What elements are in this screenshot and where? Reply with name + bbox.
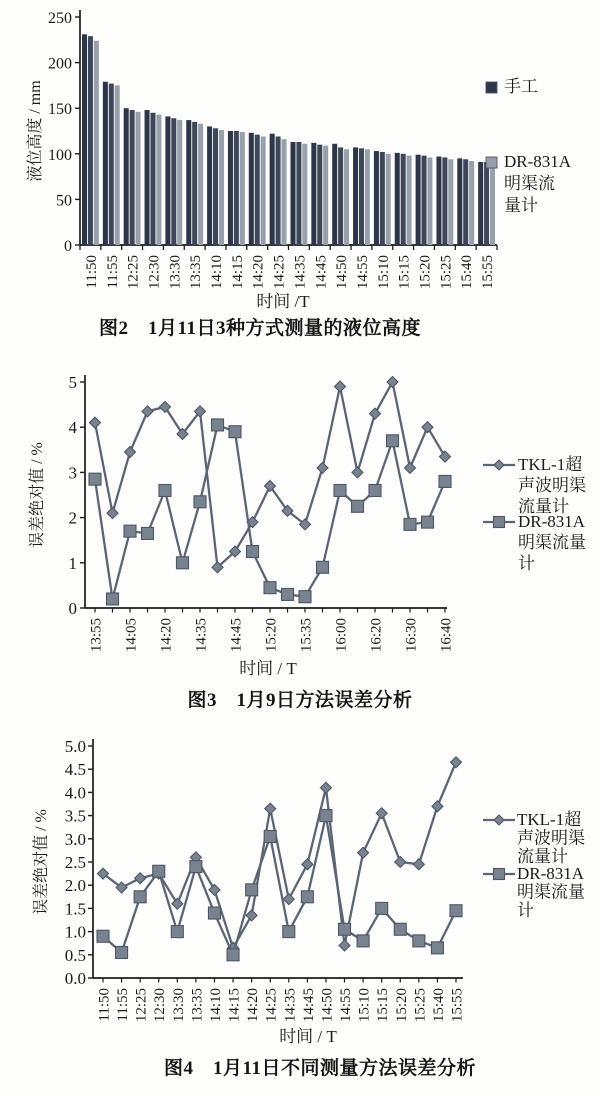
x-tick-label: 13:30 xyxy=(167,255,184,290)
x-tick-label: 12:25 xyxy=(133,988,150,1023)
point-DR-831A明渠流量计 xyxy=(171,926,183,938)
point-TKL-1超声波明渠流量计 xyxy=(339,940,350,951)
bar-DR-831A明渠流量计 xyxy=(240,132,245,245)
bar-series2 xyxy=(380,152,385,245)
bar-手工 xyxy=(124,108,129,245)
point-TKL-1超声波明渠流量计 xyxy=(172,898,183,909)
legend-label: 流量计 xyxy=(517,847,568,866)
point-DR-831A明渠流量计 xyxy=(116,946,128,958)
point-TKL-1超声波明渠流量计 xyxy=(352,467,363,478)
bar-series2 xyxy=(359,148,364,245)
bar-手工 xyxy=(291,142,296,245)
y-tick-label: 0 xyxy=(64,238,72,255)
x-tick-label: 15:20 xyxy=(393,988,410,1023)
bar-手工 xyxy=(207,126,212,245)
bar-series2 xyxy=(317,145,322,245)
y-axis-title: 液位高度 / mm xyxy=(27,80,44,182)
x-tick-label: 14:50 xyxy=(334,255,351,290)
y-tick-label: 2 xyxy=(68,508,77,528)
line-DR-831A明渠流量计 xyxy=(95,425,445,599)
point-DR-831A明渠流量计 xyxy=(283,926,295,938)
bar-DR-831A明渠流量计 xyxy=(281,139,286,245)
point-TKL-1超声波明渠流量计 xyxy=(265,803,276,814)
x-tick-label: 12:30 xyxy=(152,988,169,1023)
y-tick-label: 150 xyxy=(48,101,72,119)
bar-series2 xyxy=(463,159,468,245)
bar-手工 xyxy=(270,134,275,245)
figure3-caption: 图3 1月9日方法误差分析 xyxy=(187,690,413,711)
point-DR-831A明渠流量计 xyxy=(439,475,451,487)
bar-series2 xyxy=(484,162,489,245)
bar-series2 xyxy=(338,147,343,245)
point-DR-831A明渠流量计 xyxy=(450,905,462,917)
bar-series2 xyxy=(276,136,281,245)
bar-DR-831A明渠流量计 xyxy=(407,156,412,245)
point-TKL-1超声波明渠流量计 xyxy=(142,406,153,417)
x-tick-label: 14:05 xyxy=(123,618,140,653)
x-tick-label: 14:35 xyxy=(193,618,210,653)
bar-series2 xyxy=(109,84,114,245)
x-tick-label: 15:40 xyxy=(459,255,476,290)
y-tick-label: 5 xyxy=(68,373,77,392)
bar-手工 xyxy=(457,158,462,245)
legend-label: 声波明渠 xyxy=(518,476,586,495)
y-tick-label: 250 xyxy=(48,10,72,27)
bar-series2 xyxy=(401,154,406,245)
point-TKL-1超声波明渠流量计 xyxy=(283,894,294,905)
y-tick-label: 4.5 xyxy=(64,760,86,780)
point-DR-831A明渠流量计 xyxy=(124,525,136,537)
bar-DR-831A明渠流量计 xyxy=(177,120,182,245)
y-axis-title: 误差绝对值 / % xyxy=(29,442,46,548)
point-TKL-1超声波明渠流量计 xyxy=(370,408,381,419)
point-TKL-1超声波明渠流量计 xyxy=(440,451,451,462)
x-tick-label: 14:55 xyxy=(338,988,355,1023)
y-tick-label: 0.0 xyxy=(64,969,86,988)
x-tick-label: 11:50 xyxy=(83,255,100,289)
point-DR-831A明渠流量计 xyxy=(229,426,241,438)
point-DR-831A明渠流量计 xyxy=(134,891,146,903)
y-tick-label: 200 xyxy=(48,55,72,73)
bar-DR-831A明渠流量计 xyxy=(115,85,120,245)
point-DR-831A明渠流量计 xyxy=(339,923,351,935)
x-tick-label: 12:25 xyxy=(125,255,142,290)
point-DR-831A明渠流量计 xyxy=(159,484,171,496)
x-tick-label: 14:20 xyxy=(250,255,267,290)
x-tick-label: 13:35 xyxy=(189,988,206,1023)
bar-手工 xyxy=(103,82,108,245)
x-axis-title: 时间 /T xyxy=(256,292,310,311)
x-tick-label: 11:55 xyxy=(104,255,121,289)
point-TKL-1超声波明渠流量计 xyxy=(125,447,136,458)
legend-marker-square xyxy=(494,869,505,880)
y-tick-label: 2.0 xyxy=(64,876,86,896)
bar-DR-831A明渠流量计 xyxy=(365,149,370,245)
x-tick-label: 14:25 xyxy=(271,255,288,290)
point-DR-831A明渠流量计 xyxy=(247,546,259,558)
bar-DR-831A明渠流量计 xyxy=(94,41,99,245)
bar-series2 xyxy=(150,113,155,245)
bar-DR-831A明渠流量计 xyxy=(490,166,495,245)
bar-手工 xyxy=(353,147,358,245)
bar-series2 xyxy=(234,131,239,245)
legend-label: 声波明渠 xyxy=(517,828,585,848)
x-axis-title: 时间 / T xyxy=(239,659,297,678)
point-DR-831A明渠流量计 xyxy=(352,500,364,512)
bar-series2 xyxy=(442,157,447,245)
figure2-liquid-level-bar-chart xyxy=(0,0,600,314)
y-tick-label: 3 xyxy=(68,463,77,483)
legend-label: 手工 xyxy=(504,77,538,96)
bar-DR-831A明渠流量计 xyxy=(219,130,224,245)
point-DR-831A明渠流量计 xyxy=(208,907,220,919)
point-DR-831A明渠流量计 xyxy=(282,588,294,600)
point-TKL-1超声波明渠流量计 xyxy=(395,857,406,868)
x-tick-label: 14:10 xyxy=(207,988,224,1023)
bar-手工 xyxy=(186,120,191,245)
point-DR-831A明渠流量计 xyxy=(246,884,258,896)
x-tick-label: 15:55 xyxy=(480,255,497,290)
bar-DR-831A明渠流量计 xyxy=(448,159,453,245)
x-tick-label: 14:55 xyxy=(354,255,371,290)
y-tick-label: 0.5 xyxy=(64,945,86,965)
legend-marker xyxy=(486,82,497,93)
point-TKL-1超声波明渠流量计 xyxy=(107,508,118,519)
y-tick-label: 2.5 xyxy=(64,853,86,872)
x-tick-label: 13:35 xyxy=(188,255,205,290)
bar-DR-831A明渠流量计 xyxy=(469,161,474,245)
x-tick-label: 14:45 xyxy=(228,618,245,653)
line-TKL-1超声波明渠流量计 xyxy=(103,762,456,948)
point-DR-831A明渠流量计 xyxy=(387,435,399,447)
point-TKL-1超声波明渠流量计 xyxy=(320,782,331,793)
bar-手工 xyxy=(249,133,254,245)
legend-label: 明渠流量 xyxy=(518,533,586,552)
bar-手工 xyxy=(395,153,400,245)
x-tick-label: 14:35 xyxy=(292,255,309,290)
point-TKL-1超声波明渠流量计 xyxy=(317,462,328,473)
x-tick-label: 15:15 xyxy=(396,255,413,290)
point-TKL-1超声波明渠流量计 xyxy=(246,910,257,921)
x-tick-label: 15:10 xyxy=(356,988,373,1023)
x-tick-label: 11:50 xyxy=(96,988,113,1022)
legend-label: 流量计 xyxy=(518,497,569,516)
point-DR-831A明渠流量计 xyxy=(394,923,406,935)
y-tick-label: 50 xyxy=(56,192,72,210)
bar-series2 xyxy=(192,122,197,245)
point-TKL-1超声波明渠流量计 xyxy=(358,847,369,858)
bar-series2 xyxy=(130,110,135,245)
point-DR-831A明渠流量计 xyxy=(107,593,119,605)
x-tick-label: 12:30 xyxy=(146,255,163,290)
point-TKL-1超声波明渠流量计 xyxy=(405,462,416,473)
legend-label: DR-831A xyxy=(517,864,585,883)
legend-marker-diamond xyxy=(494,460,504,470)
point-DR-831A明渠流量计 xyxy=(177,557,189,569)
point-DR-831A明渠流量计 xyxy=(194,496,206,508)
point-DR-831A明渠流量计 xyxy=(320,810,332,822)
figure2-caption: 图2 1月11日3种方式测量的液位高度 xyxy=(99,318,421,339)
y-tick-label: 100 xyxy=(48,146,72,164)
point-DR-831A明渠流量计 xyxy=(431,942,443,954)
y-tick-label: 4.0 xyxy=(64,783,86,803)
bar-series2 xyxy=(88,36,93,245)
x-tick-label: 16:30 xyxy=(403,618,420,653)
point-TKL-1超声波明渠流量计 xyxy=(209,884,220,895)
bar-手工 xyxy=(374,151,379,245)
bar-series2 xyxy=(422,156,427,245)
bar-DR-831A明渠流量计 xyxy=(344,149,349,245)
x-tick-label: 14:15 xyxy=(229,255,246,290)
legend-marker-diamond xyxy=(494,815,504,825)
figure4-caption: 图4 1月11日不同测量方法误差分析 xyxy=(164,1058,476,1079)
legend-label: TKL-1超 xyxy=(518,455,583,474)
y-tick-label: 1.5 xyxy=(64,899,86,919)
figure3-error-line-chart xyxy=(0,366,600,686)
point-TKL-1超声波明渠流量计 xyxy=(302,859,313,870)
bar-手工 xyxy=(478,162,483,245)
bar-series2 xyxy=(213,128,218,245)
legend-label: 量计 xyxy=(504,196,538,215)
x-tick-label: 13:55 xyxy=(88,618,105,653)
bar-手工 xyxy=(311,143,316,245)
y-tick-label: 0 xyxy=(68,599,77,618)
x-tick-label: 14:50 xyxy=(319,988,336,1023)
x-tick-label: 14:15 xyxy=(226,988,243,1023)
bar-DR-831A明渠流量计 xyxy=(156,115,161,245)
point-DR-831A明渠流量计 xyxy=(97,930,109,942)
bar-手工 xyxy=(165,116,170,245)
point-DR-831A明渠流量计 xyxy=(301,891,313,903)
point-DR-831A明渠流量计 xyxy=(142,527,154,539)
x-tick-label: 16:00 xyxy=(333,618,350,653)
bar-手工 xyxy=(82,34,87,245)
point-DR-831A明渠流量计 xyxy=(422,516,434,528)
bar-series2 xyxy=(171,118,176,245)
bar-series2 xyxy=(255,135,260,245)
y-tick-label: 1 xyxy=(68,553,77,573)
legend-marker-square xyxy=(494,517,505,528)
point-TKL-1超声波明渠流量计 xyxy=(451,757,462,768)
point-DR-831A明渠流量计 xyxy=(369,484,381,496)
x-tick-label: 15:35 xyxy=(298,618,315,653)
point-DR-831A明渠流量计 xyxy=(264,582,276,594)
point-DR-831A明渠流量计 xyxy=(299,591,311,603)
bar-手工 xyxy=(436,157,441,245)
x-tick-label: 14:25 xyxy=(263,988,280,1023)
point-DR-831A明渠流量计 xyxy=(190,861,202,873)
x-tick-label: 14:10 xyxy=(209,255,226,290)
bar-DR-831A明渠流量计 xyxy=(261,136,266,245)
legend-label: TKL-1超 xyxy=(517,810,582,829)
x-tick-label: 16:20 xyxy=(368,618,385,653)
bar-series2 xyxy=(296,142,301,245)
x-tick-label: 14:45 xyxy=(300,988,317,1023)
point-TKL-1超声波明渠流量计 xyxy=(90,417,101,428)
y-axis-title: 误差绝对值 / % xyxy=(33,809,50,915)
y-tick-label: 1.0 xyxy=(64,922,86,942)
x-tick-label: 15:55 xyxy=(449,988,466,1023)
point-DR-831A明渠流量计 xyxy=(376,902,388,914)
legend-label: 明渠流量 xyxy=(517,882,585,902)
x-tick-label: 14:45 xyxy=(313,255,330,290)
point-DR-831A明渠流量计 xyxy=(153,865,165,877)
bar-DR-831A明渠流量计 xyxy=(136,112,141,245)
point-DR-831A明渠流量计 xyxy=(317,561,329,573)
point-DR-831A明渠流量计 xyxy=(334,484,346,496)
x-tick-label: 13:30 xyxy=(170,988,187,1023)
x-tick-label: 15:40 xyxy=(430,988,447,1023)
point-TKL-1超声波明渠流量计 xyxy=(376,808,387,819)
x-tick-label: 14:20 xyxy=(158,618,175,653)
point-TKL-1超声波明渠流量计 xyxy=(422,422,433,433)
point-TKL-1超声波明渠流量计 xyxy=(135,873,146,884)
point-DR-831A明渠流量计 xyxy=(227,949,239,961)
x-tick-label: 15:25 xyxy=(438,255,455,290)
x-tick-label: 11:55 xyxy=(115,988,132,1022)
point-TKL-1超声波明渠流量计 xyxy=(387,377,398,388)
point-DR-831A明渠流量计 xyxy=(264,830,276,842)
y-tick-label: 3.0 xyxy=(64,829,86,849)
bar-手工 xyxy=(145,110,150,245)
x-axis-title: 时间 / T xyxy=(279,1027,337,1046)
legend-label: 明渠流 xyxy=(504,174,555,193)
bar-DR-831A明渠流量计 xyxy=(323,146,328,245)
x-tick-label: 15:25 xyxy=(412,988,429,1023)
legend-marker xyxy=(486,157,497,168)
figure4-error-line-chart xyxy=(0,731,600,1053)
point-DR-831A明渠流量计 xyxy=(404,518,416,530)
point-DR-831A明渠流量计 xyxy=(89,473,101,485)
bar-DR-831A明渠流量计 xyxy=(386,154,391,245)
y-tick-label: 3.5 xyxy=(64,806,86,826)
bar-DR-831A明渠流量计 xyxy=(302,144,307,245)
point-TKL-1超声波明渠流量计 xyxy=(335,381,346,392)
legend-label: 计 xyxy=(518,554,535,573)
bar-手工 xyxy=(416,155,421,245)
legend-label: DR-831A xyxy=(518,512,586,531)
x-tick-label: 16:40 xyxy=(438,618,455,653)
bar-手工 xyxy=(228,131,233,245)
x-tick-label: 14:20 xyxy=(245,988,262,1023)
bar-DR-831A明渠流量计 xyxy=(427,157,432,245)
bar-DR-831A明渠流量计 xyxy=(198,124,203,245)
point-TKL-1超声波明渠流量计 xyxy=(432,801,443,812)
x-tick-label: 15:20 xyxy=(263,618,280,653)
x-tick-label: 15:10 xyxy=(375,255,392,290)
bar-手工 xyxy=(332,144,337,245)
legend-label: DR-831A xyxy=(504,152,572,171)
x-tick-label: 14:35 xyxy=(282,988,299,1023)
legend-label: 计 xyxy=(517,901,534,920)
x-tick-label: 15:20 xyxy=(417,255,434,290)
x-tick-label: 15:15 xyxy=(375,988,392,1023)
point-DR-831A明渠流量计 xyxy=(357,935,369,947)
y-tick-label: 4 xyxy=(68,418,77,438)
point-DR-831A明渠流量计 xyxy=(413,935,425,947)
point-DR-831A明渠流量计 xyxy=(212,419,224,431)
point-TKL-1超声波明渠流量计 xyxy=(413,859,424,870)
y-tick-label: 5.0 xyxy=(64,737,86,756)
